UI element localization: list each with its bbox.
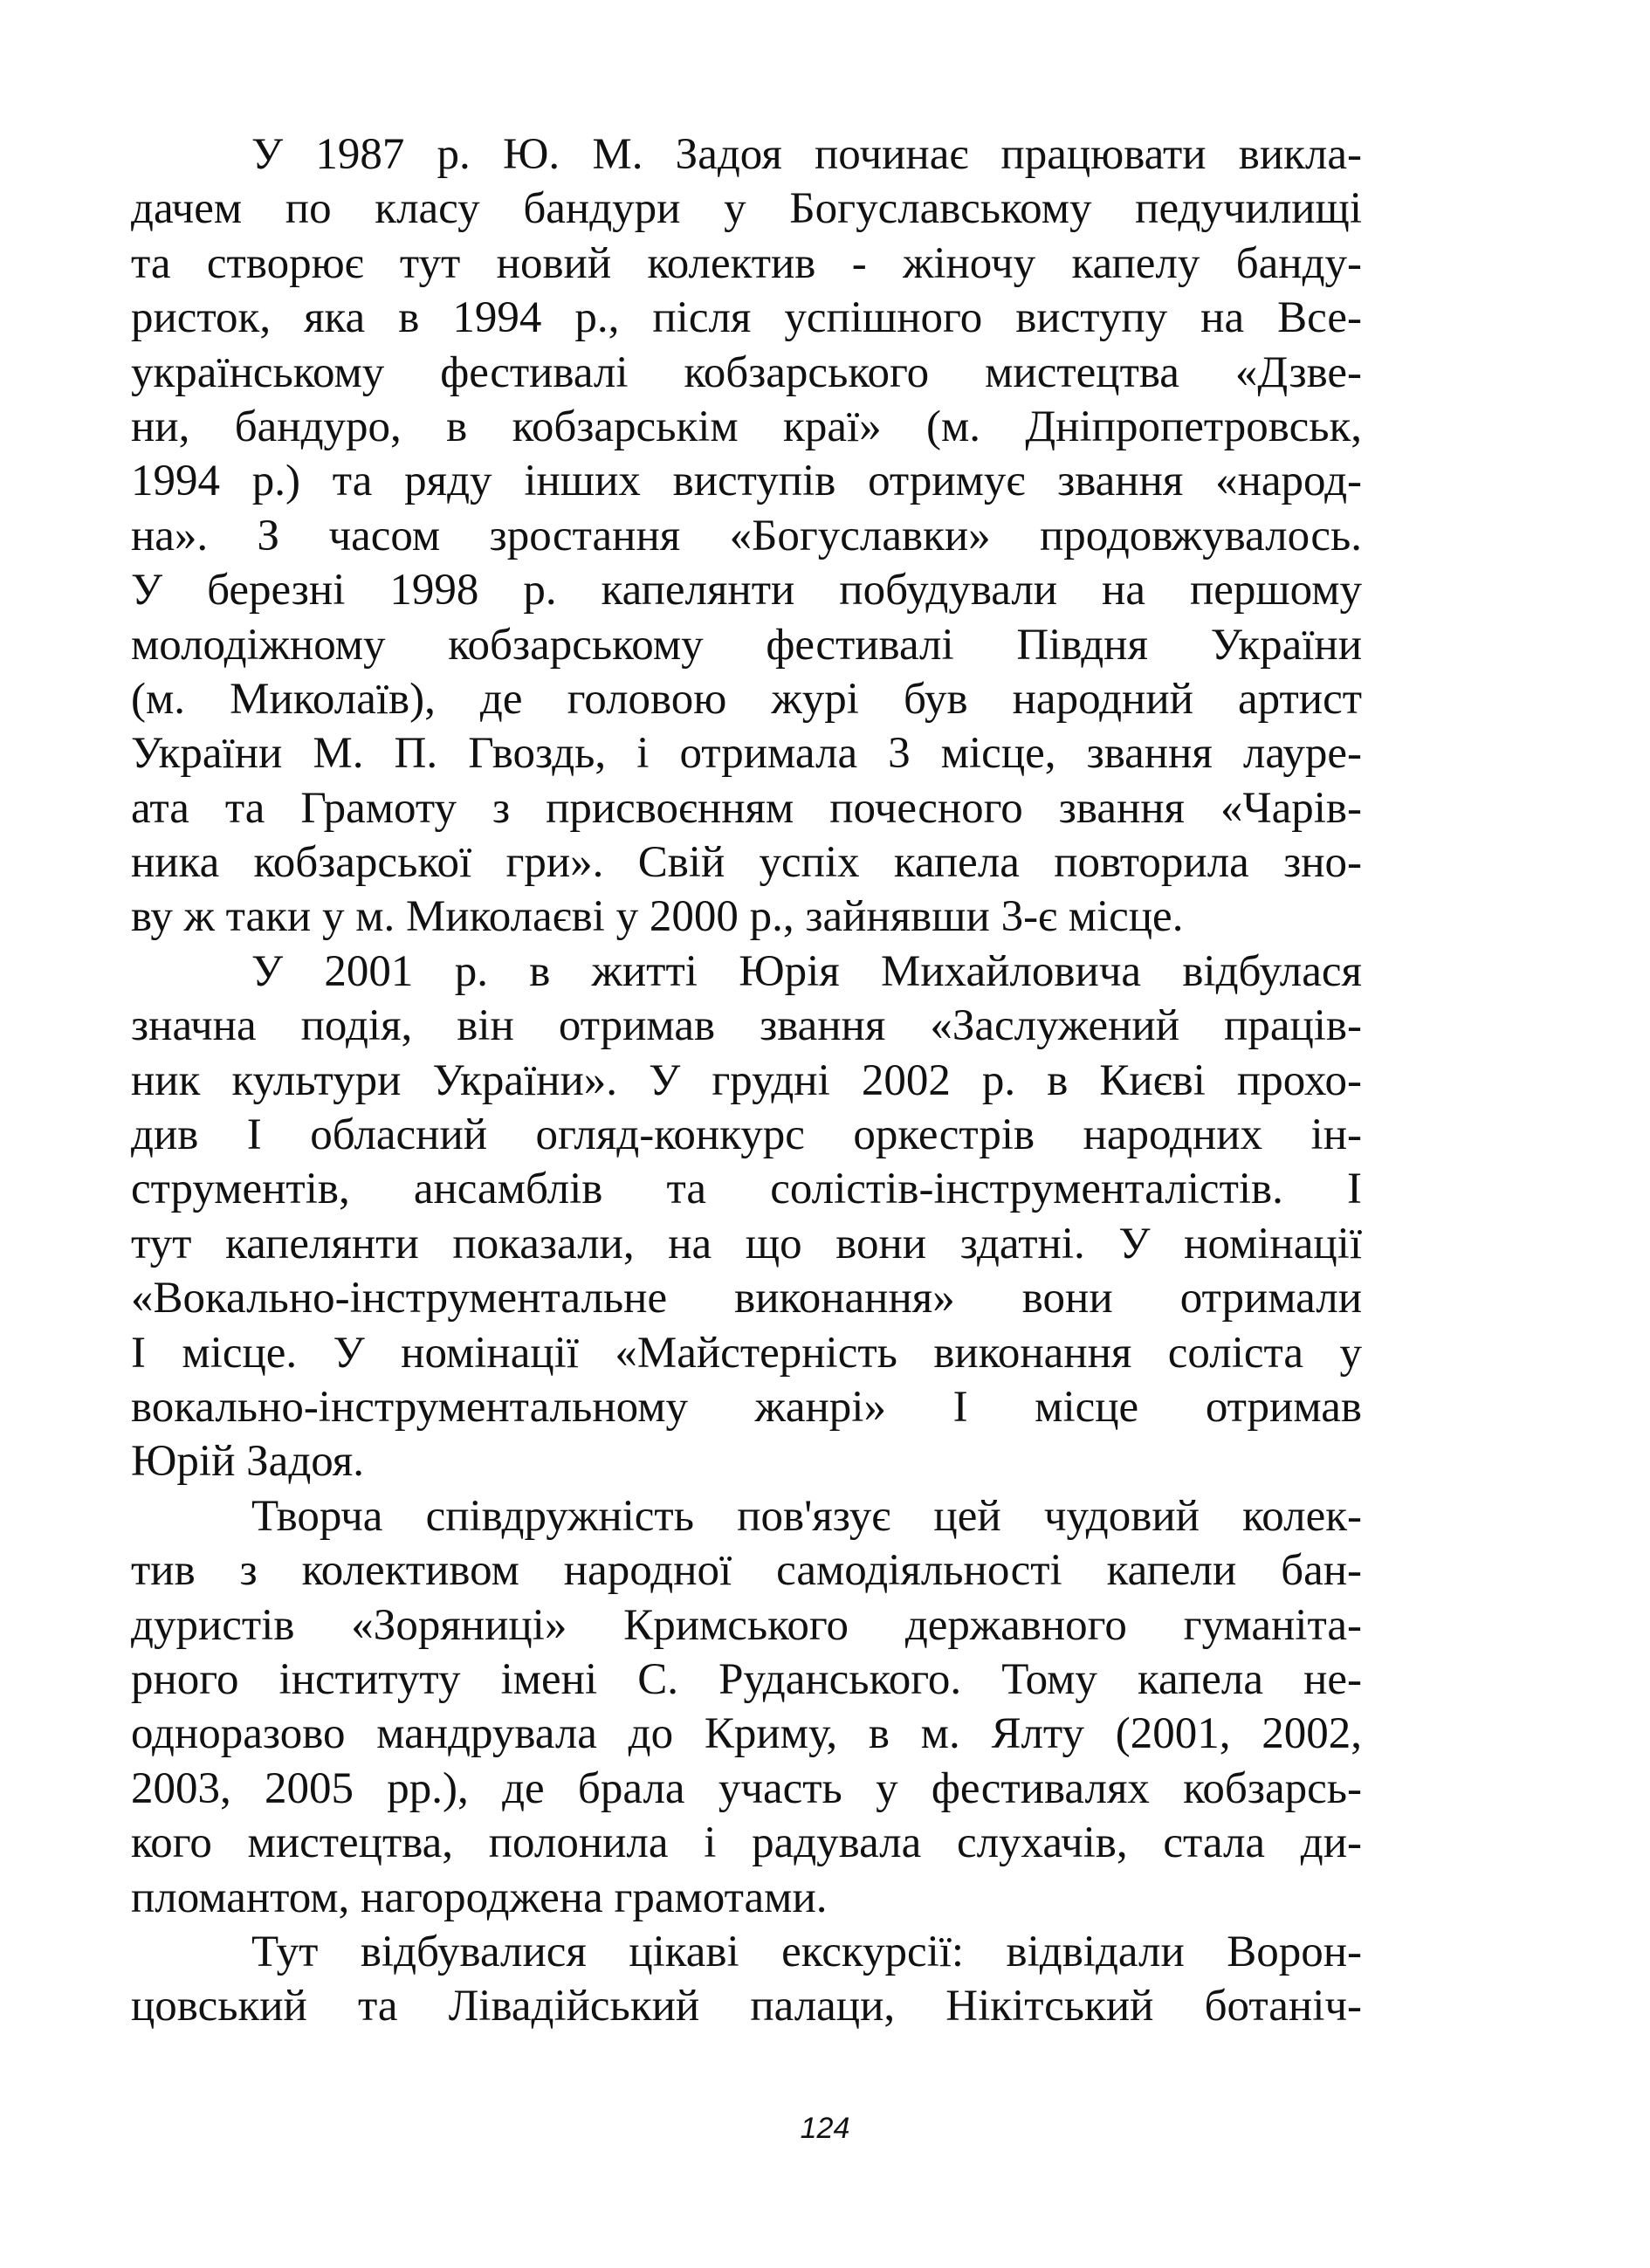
text-line: цовський та Лівадійський палаци, Нікітський ботаніч-	[131, 1982, 1362, 2031]
text-line: на». З часом зростання «Богуславки» продовжувалось.	[131, 511, 1362, 560]
text-line: струментів, ансамблів та солістів-інструменталістів. І	[131, 1165, 1362, 1214]
text-line: українському фестивалі кобзарського мистецтва «Дзве-	[131, 347, 1362, 397]
text-line: дачем по класу бандури у Богуславському педучилищі	[131, 184, 1362, 234]
text-line: див І обласний огляд-конкурс оркестрів народних ін-	[131, 1110, 1362, 1160]
text-line: У 2001 р. в житті Юрія Михайловича відбулася	[251, 946, 1362, 996]
text-line: ни, бандуро, в кобзарськім краї» (м. Дніпропетровськ,	[131, 402, 1362, 451]
text-line: Творча співдружність пов'язує цей чудовий колек-	[251, 1491, 1362, 1541]
text-line: ата та Грамоту з присвоєнням почесного звання «Чарів-	[131, 783, 1362, 833]
text-line: тут капелянти показали, на що вони здатні. У номінації	[131, 1219, 1362, 1268]
text-line: України М. П. Гвоздь, і отримала 3 місце, звання лауре-	[131, 729, 1362, 779]
text-line: та створює тут новий колектив - жіночу капелу банду-	[131, 238, 1362, 288]
text-line: рного інституту імені С. Руданського. Тому капела не-	[131, 1654, 1362, 1704]
text-line: 2003, 2005 рр.), де брала участь у фестивалях кобзарсь-	[131, 1763, 1362, 1813]
text-line: І місце. У номінації «Майстерність виконання соліста у	[131, 1328, 1362, 1378]
text-line: 1994 р.) та ряду інших виступів отримує звання «народ-	[131, 457, 1362, 506]
text-line: одноразово мандрувала до Криму, в м. Ялту (2001, 2002,	[131, 1709, 1362, 1759]
text-line: (м. Миколаїв), де головою журі був народний артист	[131, 674, 1362, 724]
text-line: Тут відбувалися цікаві екскурсії: відвідали Ворон-	[251, 1927, 1362, 1976]
text-line: пломантом, нагороджена грамотами.	[131, 1873, 828, 1922]
text-line: Юрій Задоя.	[131, 1437, 365, 1487]
text-line: тив з колективом народної самодіяльності капели бан-	[131, 1546, 1362, 1596]
page-number: 124	[800, 2112, 850, 2145]
text-line: дуристів «Зоряниці» Кримського державного гуманіта-	[131, 1600, 1362, 1650]
body-text	[131, 127, 1362, 2034]
text-line: У березні 1998 р. капелянти побудували на першому	[131, 566, 1362, 615]
text-line: ника кобзарської гри». Свій успіх капела повторила зно-	[131, 838, 1362, 888]
text-line: У 1987 р. Ю. М. Задоя починає працювати викла-	[251, 130, 1362, 179]
text-line: молодіжному кобзарському фестивалі Півдня України	[131, 620, 1362, 670]
text-line: значна подія, він отримав звання «Заслужений праців-	[131, 1001, 1362, 1051]
text-line: ву ж таки у м. Миколаєві у 2000 р., зайнявши 3-є місце.	[131, 892, 1184, 942]
text-line: вокально-інструментальному жанрі» І місце отримав	[131, 1382, 1362, 1432]
text-line: кого мистецтва, полонила і радувала слухачів, стала ди-	[131, 1818, 1362, 1868]
text-line: ник культури України». У грудні 2002 р. в Києві прохо-	[131, 1055, 1362, 1105]
text-line: ристок, яка в 1994 р., після успішного виступу на Все-	[131, 293, 1362, 343]
text-line: «Вокально-інструментальне виконання» вони отримали	[131, 1274, 1362, 1323]
